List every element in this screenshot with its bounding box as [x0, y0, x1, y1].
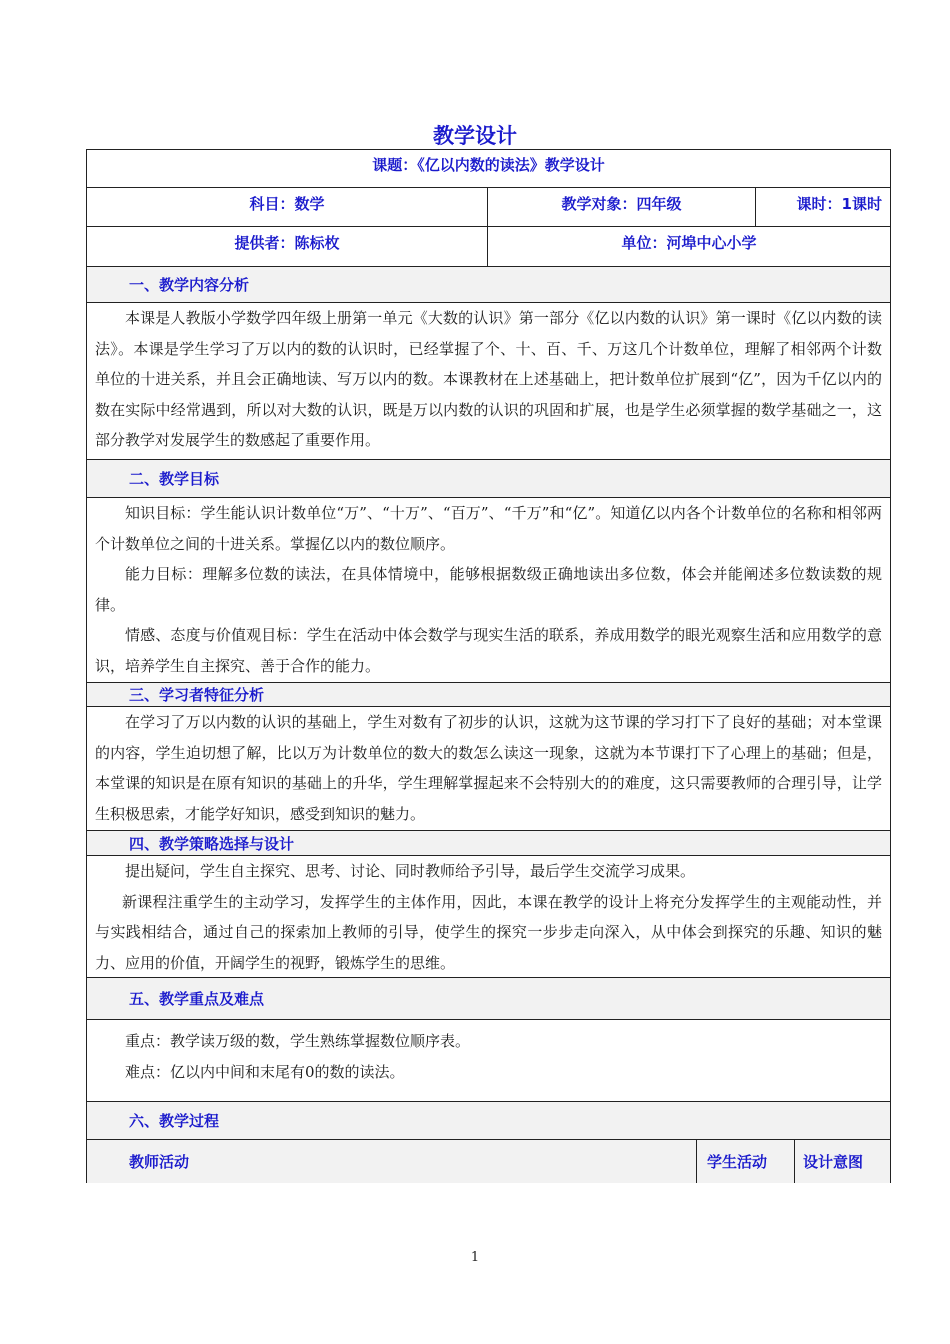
teacher-activity-header: 教师活动 [87, 1140, 697, 1183]
section-body-5 [87, 1020, 890, 1102]
subject-cell: 科目：数学 [87, 188, 488, 226]
process-header-row [87, 1140, 890, 1183]
section-heading-1: 一、教学内容分析 [87, 267, 890, 303]
document-title: 教学设计 [433, 124, 517, 148]
student-activity-header: 学生活动 [697, 1140, 795, 1183]
section-heading-6: 六、教学过程 [87, 1102, 890, 1140]
topic-label: 课题：《亿以内数的读法》教学设计 [372, 156, 605, 174]
strategy-text: 提出疑问，学生自主探究、思考、讨论、同时教师给予引导，最后学生交流学习成果。 新课程注重学生的主动学习，发挥学生的主体作用，因此，本课在教学的设计上将充分发挥学生的主观能动性，并与实践相结合，通过自己的探索加上教师的引导，使学生的探究一步步走向深入，从中体会到探究的乐趣、知识的魅力、应用的价值，开阔学生的视野，锻炼学生的思维。 [95, 862, 882, 972]
content-analysis-text: 本课是人教版小学数学四年级上册第一单元《大数的认识》第一部分《亿以内数的认识》第一课时《亿以内数的读法》。本课是学生学习了万以内的数的认识时，已经掌握了个、十、百、千、万这几个计数单位，理解了相邻两个计数单位的十进关系，并且会正确地读、写万以内的数。本课教材在上述基础上，把计数单位扩展到“亿”，因为千亿以内的数在实际中经常遇到，所以对大数的认识，既是万以内数的认识的巩固和扩展，也是学生必须掌握的数学基础之一，这部分教学对发展学生的数感起了重要作用。 [95, 309, 882, 449]
teaching-goals-text [87, 498, 890, 681]
info-row-1 [87, 188, 890, 227]
difficult-point: 难点：亿以内中间和末尾有0的数的读法。 [125, 1062, 405, 1081]
hours-cell: 课时：1课时 [796, 195, 882, 213]
section-body-2 [87, 498, 890, 683]
goal-ability: 能力目标：理解多位数的读法，在具体情境中，能够根据数级正确地读出多位数，体会并能阐述多位数读数的规律。 [95, 565, 882, 614]
goal-attitude: 情感、态度与价值观目标：学生在活动中体会数学与现实生活的联系，养成用数学的眼光观察生活和应用数学的意识，培养学生自主探究、善于合作的能力。 [95, 626, 882, 675]
section-heading-5: 五、教学重点及难点 [87, 978, 890, 1020]
section-heading-3: 三、学习者特征分析 [87, 683, 890, 707]
lesson-plan-table [86, 149, 891, 1183]
info-row-2 [87, 227, 890, 267]
page-number: 1 [470, 1250, 480, 1265]
unit-cell: 单位：河埠中心小学 [621, 234, 757, 252]
design-intent-header: 设计意图 [795, 1140, 890, 1183]
section-body-3 [87, 707, 890, 831]
section-heading-2: 二、教学目标 [87, 460, 890, 498]
provider-cell: 提供者：陈标枚 [87, 227, 488, 266]
goal-knowledge: 知识目标：学生能认识计数单位“万”、“十万”、“百万”、“千万”和“亿”。知道亿以内各个计数单位的名称和相邻两个计数单位之间的十进关系。掌握亿以内的数位顺序。 [95, 504, 882, 553]
key-points-text [87, 1020, 890, 1087]
section-body-4 [87, 856, 890, 978]
topic-row [87, 150, 890, 188]
learner-analysis-text: 在学习了万以内数的认识的基础上，学生对数有了初步的认识，这就为这节课的学习打下了良好的基础；对本堂课的内容，学生迫切想了解，比以万为计数单位的数大的数怎么读这一现象，这就为本节课打下了心理上的基础；但是，本堂课的知识是在原有知识的基础上的升华，学生理解掌握起来不会特别大的的难度，这只需要教师的合理引导，让学生积极思索，才能学好知识，感受到知识的魅力。 [95, 713, 882, 823]
target-cell: 教学对象：四年级 [488, 188, 756, 226]
section-body-1 [87, 303, 890, 460]
key-point: 重点：教学读万级的数，学生熟练掌握数位顺序表。 [125, 1032, 471, 1050]
section-heading-4: 四、教学策略选择与设计 [87, 831, 890, 856]
